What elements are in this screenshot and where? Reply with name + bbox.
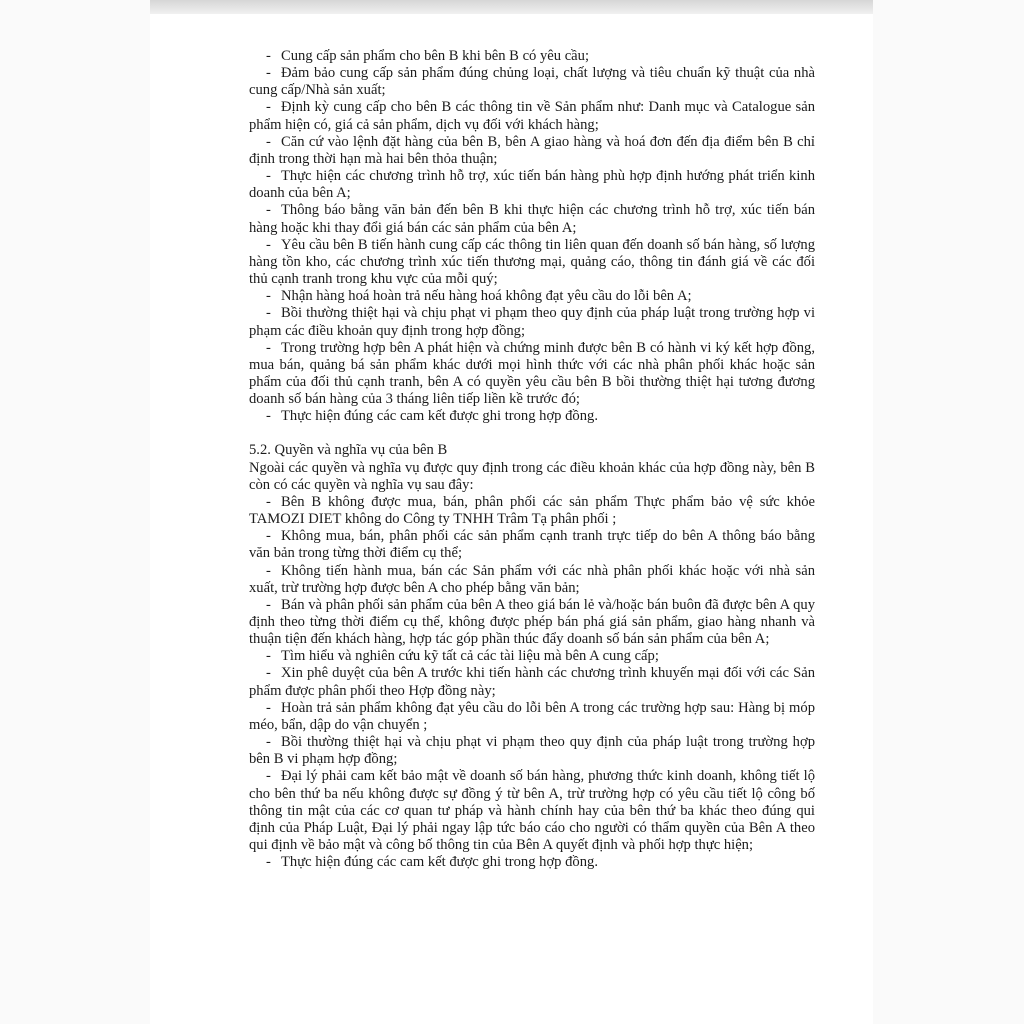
bullet-dash: - bbox=[266, 305, 271, 322]
bullet-dash: - bbox=[266, 562, 271, 579]
list-item-text: Tìm hiểu và nghiên cứu kỹ tất cả các tài liệu mà bên A cung cấp; bbox=[281, 648, 659, 665]
list-item bbox=[249, 168, 815, 202]
list-item bbox=[249, 65, 815, 99]
list-item-text: Nhận hàng hoá hoàn trả nếu hàng hoá không đạt yêu cầu do lỗi bên A; bbox=[281, 288, 692, 305]
document-page bbox=[150, 14, 873, 1024]
bullet-dash: - bbox=[266, 168, 271, 185]
list-item bbox=[249, 768, 815, 854]
bullet-dash: - bbox=[266, 133, 271, 150]
right-background bbox=[873, 0, 1024, 1024]
list-item bbox=[249, 99, 815, 133]
list-item-text: Xin phê duyệt của bên A trước khi tiến hành các chương trình khuyến mại đối với các Sản phẩm được phân phối theo Hợp đồng này; bbox=[249, 665, 815, 699]
bullet-dash: - bbox=[266, 699, 271, 716]
list-item bbox=[249, 288, 815, 305]
list-item-text: Bán và phân phối sản phẩm của bên A theo giá bán lẻ và/hoặc bán buôn đã được bên A quy định theo từng thời điểm cụ thể, không được phép bán phá giá sản phẩm, giao hàng nhanh và thuận tiện đến khách hàng, hợp tác góp phần thúc đẩy doanh số bán sản phẩm của bên A; bbox=[249, 596, 815, 648]
bullet-dash: - bbox=[266, 528, 271, 545]
list-item bbox=[249, 734, 815, 768]
left-background bbox=[0, 0, 150, 1024]
list-item bbox=[249, 305, 815, 339]
list-item bbox=[249, 563, 815, 597]
list-item bbox=[249, 48, 815, 65]
list-item-text: Hoàn trả sản phẩm không đạt yêu cầu do lỗi bên A trong các trường hợp sau: Hàng bị móp méo, bẩn, dập do vận chuyển ; bbox=[249, 699, 815, 733]
section-intro: Ngoài các quyền và nghĩa vụ được quy định trong các điều khoản khác của hợp đồng này, bên B còn có các quyền và nghĩa vụ sau đây: bbox=[249, 459, 815, 493]
section-heading: 5.2. Quyền và nghĩa vụ của bên B bbox=[249, 442, 448, 459]
bullet-dash: - bbox=[266, 854, 271, 871]
section-a-list bbox=[249, 48, 815, 425]
bullet-dash: - bbox=[266, 99, 271, 116]
bullet-dash: - bbox=[266, 236, 271, 253]
bullet-dash: - bbox=[266, 288, 271, 305]
list-item bbox=[249, 597, 815, 648]
list-item bbox=[249, 237, 815, 288]
bullet-dash: - bbox=[266, 339, 271, 356]
list-item bbox=[249, 648, 815, 665]
list-item bbox=[249, 854, 815, 871]
list-item-text: Thông báo bằng văn bản đến bên B khi thực hiện các chương trình hỗ trợ, xúc tiến bán hàng hoặc khi thay đổi giá bán các sản phẩm của bên A; bbox=[249, 202, 815, 236]
list-item-text: Đảm bảo cung cấp sản phẩm đúng chủng loại, chất lượng và tiêu chuẩn kỹ thuật của nhà cung cấp/Nhà sản xuất; bbox=[249, 65, 815, 99]
bullet-dash: - bbox=[266, 408, 271, 425]
list-item bbox=[249, 528, 815, 562]
bullet-dash: - bbox=[266, 665, 271, 682]
list-item bbox=[249, 408, 815, 425]
list-item-text: Căn cứ vào lệnh đặt hàng của bên B, bên A giao hàng và hoá đơn đến địa điểm bên B chỉ định trong thời hạn mà hai bên thỏa thuận; bbox=[249, 133, 815, 167]
list-item-text: Thực hiện đúng các cam kết được ghi trong hợp đồng. bbox=[281, 854, 598, 871]
list-item bbox=[249, 340, 815, 409]
list-item-text: Đại lý phải cam kết bảo mật về doanh số bán hàng, phương thức kinh doanh, không tiết lộ cho bên thứ ba nếu không được sự đồng ý từ bên A, trừ trường hợp có yêu cầu tiết lộ công bố thông tin mật của các cơ quan tư pháp và hành chính hay của bên thứ ba khác theo đúng qui định của Pháp Luật, Đại lý phải ngay lập tức báo cáo cho người có thẩm quyền của Bên A theo qui định về bảo mật và công bố thông tin của Bên A quyết định và phối hợp thực hiện; bbox=[249, 768, 815, 854]
list-item-text: Thực hiện đúng các cam kết được ghi trong hợp đồng. bbox=[281, 408, 598, 425]
list-item-text: Cung cấp sản phẩm cho bên B khi bên B có yêu cầu; bbox=[281, 48, 590, 64]
bullet-dash: - bbox=[266, 202, 271, 219]
list-item-text: Bồi thường thiệt hại và chịu phạt vi phạm theo quy định của pháp luật trong trường hợp vi phạm các điều khoản quy định trong hợp đồng; bbox=[249, 305, 815, 339]
bullet-dash: - bbox=[266, 65, 271, 82]
list-item bbox=[249, 202, 815, 236]
list-item-text: Định kỳ cung cấp cho bên B các thông tin về Sản phẩm như: Danh mục và Catalogue sản phẩm hiện có, giá cả sản phẩm, dịch vụ đối với khách hàng; bbox=[249, 99, 815, 133]
bullet-dash: - bbox=[266, 768, 271, 785]
list-item bbox=[249, 494, 815, 528]
list-item-text: Bên B không được mua, bán, phân phối các sản phẩm Thực phẩm bảo vệ sức khỏe TAMOZI DIET không do Công ty TNHH Trâm Tạ phân phối ; bbox=[249, 493, 815, 528]
list-item bbox=[249, 700, 815, 734]
section-b-list bbox=[249, 494, 815, 871]
list-item bbox=[249, 665, 815, 699]
section-spacer bbox=[249, 425, 815, 442]
list-item bbox=[249, 134, 815, 168]
document-content bbox=[249, 48, 815, 871]
bullet-dash: - bbox=[266, 493, 271, 510]
list-item-text: Thực hiện các chương trình hỗ trợ, xúc tiến bán hàng phù hợp định hướng phát triển kinh doanh của bên A; bbox=[249, 168, 815, 202]
list-item-text: Yêu cầu bên B tiến hành cung cấp các thông tin liên quan đến doanh số bán hàng, số lượng hàng tồn kho, các chương trình xúc tiến thương mại, quảng cáo, thông tin đánh giá về các đối thủ cạnh tranh trong khu vực của mỗi quý; bbox=[249, 236, 815, 288]
list-item-text: Trong trường hợp bên A phát hiện và chứng minh được bên B có hành vi ký kết hợp đồng, mua bán, quảng bá sản phẩm khác dưới mọi hình thức với các nhà phân phối khác hoặc sản phẩm của đối thủ cạnh tranh, bên A có quyền yêu cầu bên B bồi thường thiệt hại tương đương doanh số bán hàng của 3 tháng liên tiếp liền kề trước đó; bbox=[249, 339, 815, 408]
list-item-text: Bồi thường thiệt hại và chịu phạt vi phạm theo quy định của pháp luật trong trường hợp bên B vi phạm hợp đồng; bbox=[249, 734, 815, 768]
bullet-dash: - bbox=[266, 734, 271, 751]
bullet-dash: - bbox=[266, 596, 271, 613]
bullet-dash: - bbox=[266, 648, 271, 665]
list-item-text: Không tiến hành mua, bán các Sản phẩm với các nhà phân phối khác hoặc với nhà sản xuất, trừ trường hợp được bên A cho phép bằng văn bản; bbox=[249, 562, 815, 596]
list-item-text: Không mua, bán, phân phối các sản phẩm cạnh tranh trực tiếp do bên A thông báo bằng văn bản trong từng thời điểm cụ thể; bbox=[249, 528, 815, 562]
bullet-dash: - bbox=[266, 48, 271, 64]
page-top-edge bbox=[150, 0, 873, 14]
